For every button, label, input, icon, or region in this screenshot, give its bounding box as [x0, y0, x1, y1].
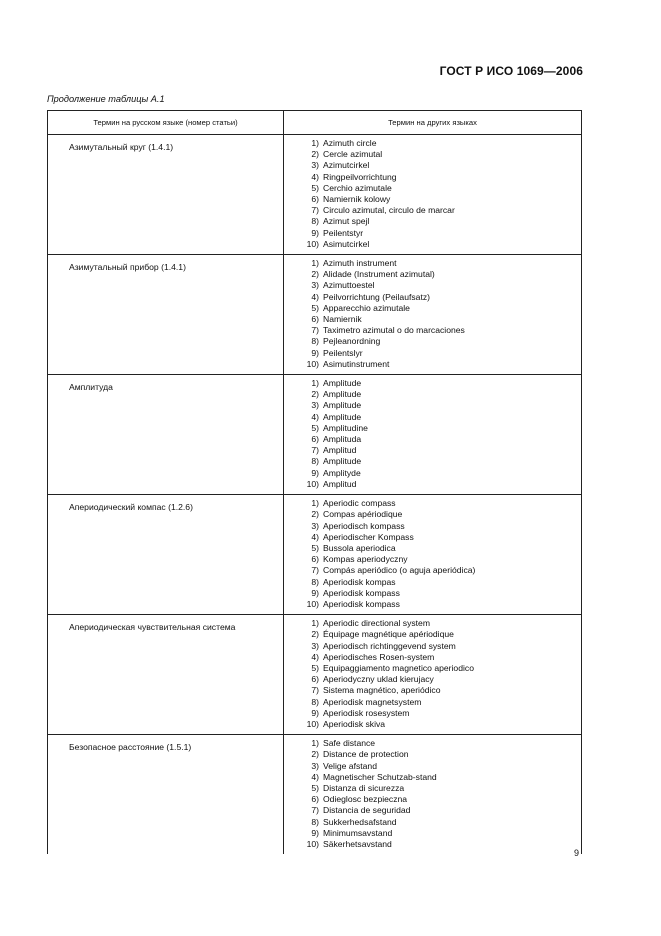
foreign-term [306, 641, 581, 652]
foreign-term [306, 738, 581, 749]
term-text: Amplityde [323, 467, 361, 478]
term-number: 9) [311, 707, 319, 718]
foreign-term [306, 434, 581, 445]
table-body [48, 135, 582, 855]
term-number: 4) [311, 771, 319, 782]
foreign-term [306, 588, 581, 599]
foreign-term [306, 828, 581, 839]
foreign-term [306, 336, 581, 347]
term-text: Aperiodisk rosesystem [323, 707, 410, 718]
foreign-term [306, 216, 581, 227]
terms-table [47, 110, 582, 854]
term-number: 2) [311, 509, 319, 520]
term-text: Cercle azimutal [323, 149, 383, 160]
foreign-term [306, 652, 581, 663]
term-text: Aperiodisk kompass [323, 598, 400, 609]
term-number: 6) [311, 434, 319, 445]
term-text: Aperiodic directional system [323, 618, 430, 629]
term-text: Pejleanordning [323, 336, 381, 347]
term-text: Namiernik [323, 314, 362, 325]
foreign-term [306, 378, 581, 389]
term-number: 6) [311, 794, 319, 805]
term-number: 10) [306, 718, 319, 729]
term-number: 7) [311, 805, 319, 816]
foreign-term [306, 194, 581, 205]
foreign-term [306, 618, 581, 629]
foreign-term [306, 468, 581, 479]
russian-term: Безопасное расстояние (1.5.1) [48, 735, 284, 855]
term-text: Asimutinstrument [323, 358, 390, 369]
page-number: 9 [573, 848, 579, 858]
foreign-term [306, 772, 581, 783]
foreign-term [306, 794, 581, 805]
term-number: 5) [311, 302, 319, 313]
foreign-term [306, 629, 581, 640]
term-text: Sistema magnético, aperiódico [323, 685, 441, 696]
term-number: 8) [311, 216, 319, 227]
term-text: Safe distance [323, 738, 376, 749]
term-text: Distancia de seguridad [323, 805, 411, 816]
term-text: Azimuttoestel [323, 280, 375, 291]
foreign-terms-list [284, 375, 581, 494]
table-row [48, 375, 582, 495]
term-number: 6) [311, 314, 319, 325]
foreign-term [306, 269, 581, 280]
term-number: 9) [311, 827, 319, 838]
foreign-term [306, 183, 581, 194]
term-number: 1) [311, 258, 319, 269]
term-text: Peilentstyr [323, 227, 364, 238]
foreign-term [306, 138, 581, 149]
foreign-terms-cell [284, 375, 582, 495]
term-number: 6) [311, 194, 319, 205]
foreign-term [306, 719, 581, 730]
term-text: Aperiodisch richtinggevend system [323, 640, 456, 651]
term-text: Namiernik kolowy [323, 194, 391, 205]
foreign-term [306, 708, 581, 719]
term-number: 10) [306, 238, 319, 249]
term-number: 1) [311, 618, 319, 629]
term-number: 7) [311, 205, 319, 216]
foreign-terms-list [284, 255, 581, 374]
term-text: Cerchio azimutale [323, 182, 392, 193]
term-text: Amplituda [323, 434, 362, 445]
foreign-term [306, 389, 581, 400]
foreign-term [306, 599, 581, 610]
term-text: Azimuth instrument [323, 258, 397, 269]
term-text: Amplitud [323, 478, 357, 489]
term-text: Peilvorrichtung (Peilaufsatz) [323, 291, 430, 302]
term-number: 2) [311, 149, 319, 160]
foreign-terms-list [284, 615, 581, 734]
foreign-term [306, 577, 581, 588]
russian-term: Амплитуда [48, 375, 284, 495]
foreign-terms-list [284, 495, 581, 614]
term-text: Amplitude [323, 378, 362, 389]
term-text: Magnetischer Schutzab-stand [323, 771, 437, 782]
term-number: 5) [311, 662, 319, 673]
term-number: 5) [311, 422, 319, 433]
term-number: 4) [311, 651, 319, 662]
foreign-term [306, 172, 581, 183]
foreign-term [306, 509, 581, 520]
term-number: 7) [311, 685, 319, 696]
term-number: 3) [311, 520, 319, 531]
foreign-term [306, 761, 581, 772]
russian-term: Апериодическая чувствительная система [48, 615, 284, 735]
term-number: 7) [311, 325, 319, 336]
table-row [48, 255, 582, 375]
term-text: Alidade (Instrument azimutal) [323, 269, 435, 280]
term-number: 9) [311, 347, 319, 358]
term-number: 10) [306, 838, 319, 849]
foreign-term [306, 445, 581, 456]
document-code: ГОСТ Р ИСО 1069—2006 [439, 64, 583, 78]
term-text: Sukkerhedsafstand [323, 816, 397, 827]
term-number: 8) [311, 336, 319, 347]
term-text: Distanza di sicurezza [323, 782, 405, 793]
term-number: 8) [311, 576, 319, 587]
term-text: Aperiodisk kompass [323, 587, 400, 598]
foreign-term [306, 783, 581, 794]
term-number: 10) [306, 478, 319, 489]
table-row [48, 735, 582, 855]
term-text: Azimut spejl [323, 216, 370, 227]
term-number: 4) [311, 531, 319, 542]
term-text: Compás aperiódico (o aguja aperiódica) [323, 565, 476, 576]
term-number: 10) [306, 598, 319, 609]
term-text: Amplitude [323, 411, 362, 422]
term-text: Aperiodischer Kompass [323, 531, 414, 542]
term-number: 3) [311, 760, 319, 771]
term-number: 5) [311, 542, 319, 553]
foreign-term [306, 543, 581, 554]
foreign-term [306, 805, 581, 816]
foreign-term [306, 554, 581, 565]
foreign-term [306, 456, 581, 467]
foreign-term [306, 348, 581, 359]
term-text: Aperiodisk skiva [323, 718, 386, 729]
table-row [48, 135, 582, 255]
foreign-terms-list [284, 735, 581, 854]
term-number: 1) [311, 738, 319, 749]
term-text: Odieglosc bezpieczna [323, 794, 408, 805]
term-text: Equipaggiamento magnetico aperiodico [323, 662, 474, 673]
term-number: 3) [311, 640, 319, 651]
header-russian-term: Термин на русском языке (номер статьи) [48, 111, 284, 135]
foreign-term [306, 697, 581, 708]
term-text: Apparecchio azimutale [323, 302, 410, 313]
foreign-term [306, 303, 581, 314]
term-text: Minimumsavstand [323, 827, 393, 838]
foreign-terms-list [284, 135, 581, 254]
term-text: Azimutcirkel [323, 160, 370, 171]
foreign-term [306, 674, 581, 685]
russian-term: Азимутальный круг (1.4.1) [48, 135, 284, 255]
foreign-term [306, 160, 581, 171]
term-text: Bussola aperiodica [323, 542, 396, 553]
table-caption: Продолжение таблицы А.1 [47, 94, 165, 104]
term-text: Amplitude [323, 389, 362, 400]
term-text: Aperiodisch kompass [323, 520, 405, 531]
term-text: Compas apériodique [323, 509, 403, 520]
header-other-languages: Термин на других языках [284, 111, 582, 135]
term-number: 3) [311, 400, 319, 411]
foreign-term [306, 532, 581, 543]
term-number: 7) [311, 565, 319, 576]
term-number: 1) [311, 498, 319, 509]
foreign-term [306, 817, 581, 828]
term-number: 7) [311, 445, 319, 456]
foreign-terms-cell [284, 135, 582, 255]
table-row [48, 615, 582, 735]
term-text: Aperiodisk kompas [323, 576, 396, 587]
term-text: Kompas aperiodyczny [323, 554, 408, 565]
foreign-term [306, 205, 581, 216]
term-number: 3) [311, 160, 319, 171]
term-text: Aperiodic compass [323, 498, 396, 509]
term-number: 3) [311, 280, 319, 291]
russian-term: Апериодический компас (1.2.6) [48, 495, 284, 615]
foreign-term [306, 314, 581, 325]
foreign-terms-cell [284, 495, 582, 615]
term-number: 2) [311, 629, 319, 640]
foreign-term [306, 412, 581, 423]
foreign-term [306, 565, 581, 576]
term-text: Amplitude [323, 456, 362, 467]
term-number: 8) [311, 456, 319, 467]
term-text: Peilentslyr [323, 347, 363, 358]
foreign-term [306, 400, 581, 411]
russian-term: Азимутальный прибор (1.4.1) [48, 255, 284, 375]
term-text: Équipage magnétique apériodique [323, 629, 454, 640]
foreign-term [306, 839, 581, 850]
term-text: Velige afstand [323, 760, 377, 771]
foreign-term [306, 359, 581, 370]
foreign-term [306, 258, 581, 269]
term-number: 1) [311, 138, 319, 148]
term-text: Ringpeilvorrichtung [323, 171, 397, 182]
term-number: 2) [311, 389, 319, 400]
term-number: 4) [311, 171, 319, 182]
foreign-term [306, 239, 581, 250]
term-number: 5) [311, 782, 319, 793]
term-text: Taximetro azimutal o do marcaciones [323, 325, 465, 336]
term-text: Säkerhetsavstand [323, 838, 392, 849]
term-text: Asimutcirkel [323, 238, 370, 249]
term-text: Amplitudine [323, 422, 368, 433]
foreign-term [306, 749, 581, 760]
foreign-terms-cell [284, 255, 582, 375]
foreign-term [306, 292, 581, 303]
term-number: 2) [311, 749, 319, 760]
foreign-terms-cell [284, 615, 582, 735]
term-number: 4) [311, 291, 319, 302]
foreign-term [306, 498, 581, 509]
term-number: 9) [311, 587, 319, 598]
table-row [48, 495, 582, 615]
term-number: 8) [311, 816, 319, 827]
term-number: 9) [311, 467, 319, 478]
table-header-row [48, 111, 582, 135]
term-number: 1) [311, 378, 319, 389]
foreign-term [306, 685, 581, 696]
term-number: 8) [311, 696, 319, 707]
term-text: Amplitud [323, 445, 357, 456]
term-number: 5) [311, 182, 319, 193]
foreign-term [306, 228, 581, 239]
foreign-term [306, 280, 581, 291]
term-text: Azimuth circle [323, 138, 377, 148]
foreign-term [306, 479, 581, 490]
foreign-term [306, 521, 581, 532]
term-text: Aperiodyczny uklad kierujacy [323, 674, 434, 685]
term-number: 2) [311, 269, 319, 280]
term-text: Amplitude [323, 400, 362, 411]
foreign-term [306, 663, 581, 674]
term-number: 6) [311, 674, 319, 685]
term-number: 10) [306, 358, 319, 369]
term-text: Circulo azimutal, circulo de marcar [323, 205, 455, 216]
term-text: Aperiodisches Rosen-system [323, 651, 435, 662]
foreign-term [306, 325, 581, 336]
foreign-term [306, 423, 581, 434]
term-number: 6) [311, 554, 319, 565]
term-number: 4) [311, 411, 319, 422]
term-text: Distance de protection [323, 749, 409, 760]
term-number: 9) [311, 227, 319, 238]
foreign-term [306, 149, 581, 160]
term-text: Aperiodisk magnetsystem [323, 696, 422, 707]
foreign-terms-cell [284, 735, 582, 855]
